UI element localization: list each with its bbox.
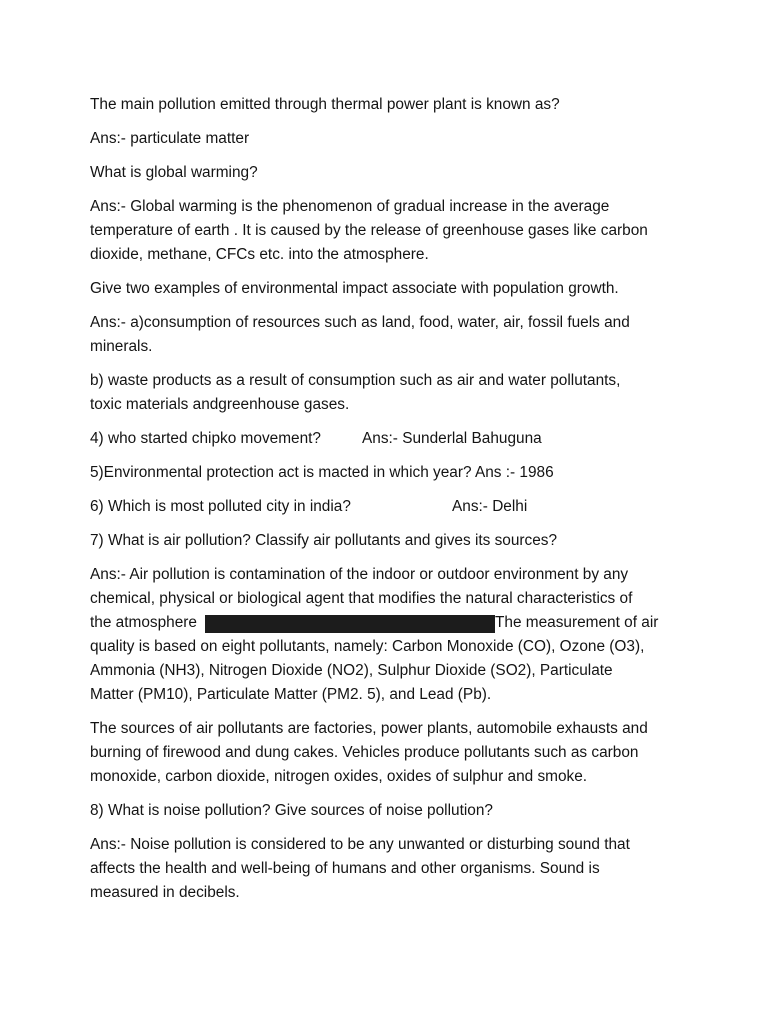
redaction-bar <box>205 615 495 633</box>
answer-3b-line-1: b) waste products as a result of consumption such as air and water pollutants, <box>90 372 621 389</box>
answer-7-line-2: chemical, physical or biological agent that modifies the natural characteristics of <box>90 590 633 607</box>
question-1: The main pollution emitted through thermal power plant is known as? <box>90 96 560 113</box>
answer-8-line-2: affects the health and well-being of humans and other organisms. Sound is <box>90 860 600 877</box>
sources-line-1: The sources of air pollutants are factories, power plants, automobile exhausts and <box>90 720 648 737</box>
question-7: 7) What is air pollution? Classify air pollutants and gives its sources? <box>90 532 558 549</box>
answer-7-line-3-end: The measurement of air <box>495 614 659 631</box>
question-3: Give two examples of environmental impact associate with population growth. <box>90 280 619 297</box>
answer-8-line-3: measured in decibels. <box>90 884 240 901</box>
question-2: What is global warming? <box>90 164 258 181</box>
answer-7-line-1: Ans:- Air pollution is contamination of the indoor or outdoor environment by any <box>90 566 629 583</box>
question-5: 5)Environmental protection act is macted in which year? Ans :- 1986 <box>90 464 554 481</box>
answer-2-line-3: dioxide, methane, CFCs etc. into the atmosphere. <box>90 246 429 263</box>
answer-3a-line-2: minerals. <box>90 338 153 355</box>
question-8: 8) What is noise pollution? Give sources of noise pollution? <box>90 802 493 819</box>
sources-line-3: monoxide, carbon dioxide, nitrogen oxides, oxides of sulphur and smoke. <box>90 768 588 785</box>
answer-7-line-5: Ammonia (NH3), Nitrogen Dioxide (NO2), Sulphur Dioxide (SO2), Particulate <box>90 662 613 679</box>
question-6: 6) Which is most polluted city in india? <box>90 498 351 515</box>
answer-2-line-1: Ans:- Global warming is the phenomenon of gradual increase in the average <box>90 198 610 215</box>
answer-7-line-6: Matter (PM10), Particulate Matter (PM2. 5), and Lead (Pb). <box>90 686 492 703</box>
answer-8-line-1: Ans:- Noise pollution is considered to be any unwanted or disturbing sound that <box>90 836 630 853</box>
question-4: 4) who started chipko movement? <box>90 430 321 447</box>
answer-7-line-3-start: the atmosphere <box>90 614 197 631</box>
qa-row-6 <box>90 495 690 519</box>
answer-7-line-4: quality is based on eight pollutants, namely: Carbon Monoxide (CO), Ozone (O3), <box>90 638 645 655</box>
answer-4: Ans:- Sunderlal Bahuguna <box>362 430 542 447</box>
sources-line-2: burning of firewood and dung cakes. Vehicles produce pollutants such as carbon <box>90 744 639 761</box>
answer-3b-line-2: toxic materials andgreenhouse gases. <box>90 396 350 413</box>
answer-2-line-2: temperature of earth . It is caused by the release of greenhouse gases like carbon <box>90 222 648 239</box>
qa-row-4 <box>90 427 690 451</box>
answer-1: Ans:- particulate matter <box>90 130 250 147</box>
answer-3a-line-1: Ans:- a)consumption of resources such as land, food, water, air, fossil fuels and <box>90 314 630 331</box>
answer-6: Ans:- Delhi <box>452 498 528 515</box>
